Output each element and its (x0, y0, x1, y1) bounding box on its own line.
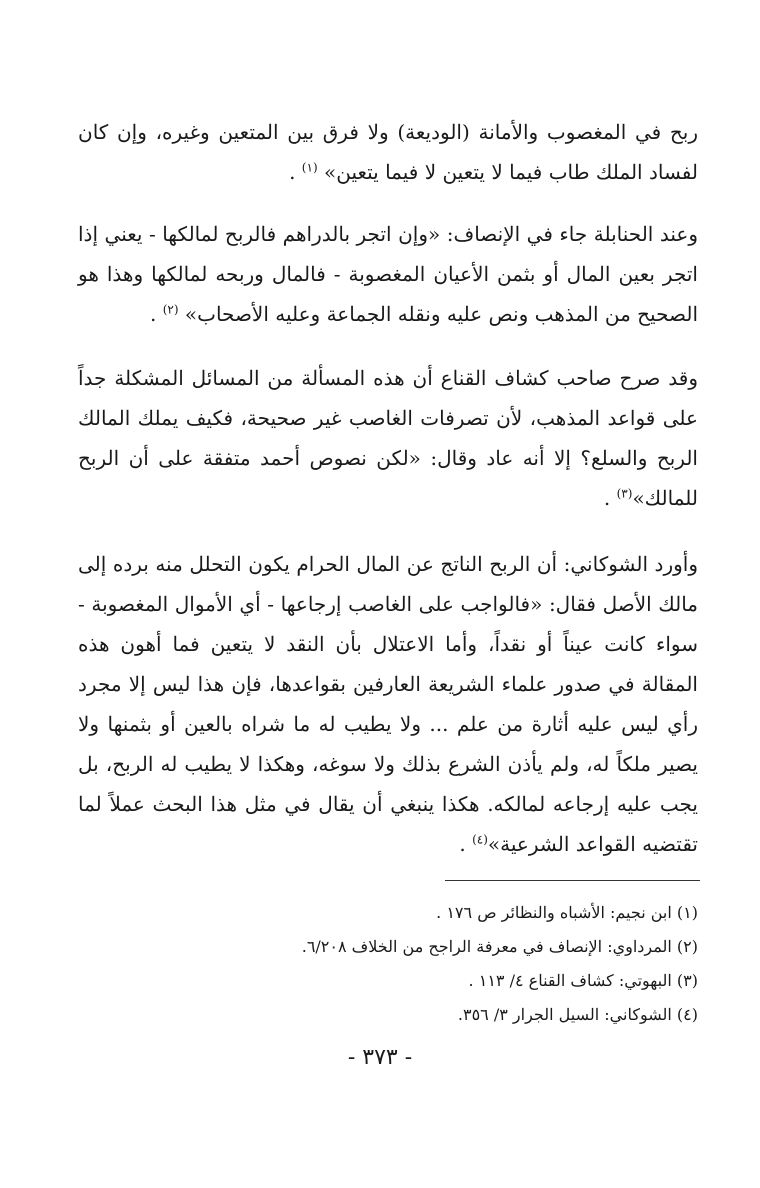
paragraph-3-text: وقد صرح صاحب كشاف القناع أن هذه المسألة من المسائل المشكلة جداً على قواعد المذهب، لأن تصرفات الغاصب غير صحيحة، فكيف يملك المالك الربح والسلع؟ إلا أنه عاد وقال: «لكن نصوص أحمد متفقة على أن الربح للمالك» (78, 366, 698, 510)
main-text (78, 112, 698, 864)
footnote-separator (445, 880, 700, 881)
footnote-1: (١) ابن نجيم: الأشباه والنظائر ص ١٧٦ . (436, 903, 698, 922)
footnote-2: (٢) المرداوي: الإنصاف في معرفة الراجح من الخلاف ٦/٢٠٨. (301, 937, 698, 956)
page-number: - ٣٧٣ - (347, 1045, 413, 1070)
paragraph-2 (78, 214, 698, 334)
paragraph-3 (78, 358, 698, 518)
footnote-4: (٤) الشوكاني: السيل الجرار ٣/ ٣٥٦. (457, 1005, 698, 1024)
paragraph-1-text: ربح في المغصوب والأمانة (الوديعة) ولا فرق بين المتعين وغيره، وإن كان لفساد الملك طاب فيما لا يتعين لا فيما يتعين» (78, 120, 699, 184)
paragraph-2-text: وعند الحنابلة جاء في الإنصاف: «وإن اتجر بالدراهم فالربح لمالكها - يعني إذا اتجر بعين المال أو بثمن الأعيان المغصوبة - فالمال وربحه لمالكها وهذا هو الصحيح من المذهب ونص عليه ونقله الجماعة وعليه الأصحاب» (78, 222, 698, 326)
paragraph-4-tail: . (459, 832, 466, 856)
paragraph-2-tail: . (149, 302, 157, 326)
paragraph-4 (78, 544, 698, 864)
paragraph-4-text: وأورد الشوكاني: أن الربح الناتج عن المال الحرام يكون التحلل منه برده إلى مالك الأصل فقال: «فالواجب على الغاصب إرجاعها - أي الأموال المغصوبة - سواء كانت عيناً أو نقداً، وأما الاعتلال بأن النقد لا يتعين فما أهون هذه المقالة في صدور علماء الشريعة العارفين بقواعدها، فإن هذا ليس إلا مجرد رأي ليس عليه أثارة من علم ... ولا يطيب له ما شراه بالعين أو بثمنها ولا يصير ملكاً له، ولم يأذن الشرع بذلك ولا سوغه، وهكذا لا يطيب له الربح، بل يجب عليه إرجاعه لمالكه. هكذا ينبغي أن يقال في مثل هذا البحث عملاً لما تقتضيه القواعد الشرعية» (78, 552, 699, 856)
footnote-ref-4: (٤) (472, 832, 488, 847)
paragraph-1-tail: . (289, 160, 296, 184)
footnote-ref-3: (٣) (616, 486, 633, 501)
footnote-ref-2: (٢) (162, 302, 179, 317)
paragraph-3-tail: . (603, 486, 611, 510)
footnote-ref-1: (١) (301, 160, 318, 175)
footnote-3: (٣) البهوتي: كشاف القناع ٤/ ١١٣ . (468, 971, 698, 990)
footnotes (302, 896, 698, 1032)
paragraph-1 (78, 112, 698, 192)
